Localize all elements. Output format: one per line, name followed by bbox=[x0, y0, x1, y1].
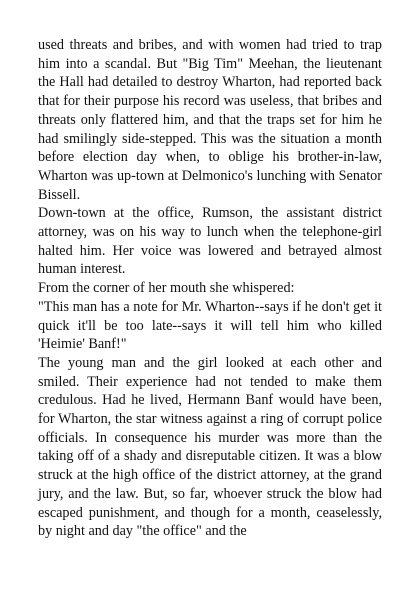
paragraph-2: Down-town at the office, Rumson, the assistant district attorney, was on his way to lunch when the telephone-girl halted him. Her voice was lowered and betrayed almost human interest. bbox=[38, 205, 382, 278]
paragraph-3: From the corner of her mouth she whispered: bbox=[38, 280, 295, 297]
document-page bbox=[38, 36, 382, 541]
paragraph-1: used threats and bribes, and with women had tried to trap him into a scandal. But "Big Tim" Meehan, the lieutenant the Hall had detailed to destroy Wharton, had reported back that for their purpose his record was useless, that bribes and threats only flattered him, and that the traps set for him he had smilingly side-stepped. This was the situation a month before election day when, to oblige his brother-in-law, Wharton was up-town at Delmonico's lunching with Senator Bissell. bbox=[38, 37, 382, 203]
paragraph-4: "This man has a note for Mr. Wharton--says if he don't get it quick it'll be too late--says it will tell him who killed 'Heimie' Banf!" bbox=[38, 298, 382, 353]
paragraph-5: The young man and the girl looked at each other and smiled. Their experience had not tended to make them credulous. Had he lived, Hermann Banf would have been, for Wharton, the star witness against a ring of corrupt police officials. In consequence his murder was more than the taking off of a shady and disreputable citizen. It was a blow struck at the high office of the district attorney, at the grand jury, and the law. But, so far, whoever struck the blow had escaped punishment, and though for a month, ceaselessly, by night and day "the office" and the bbox=[38, 354, 382, 540]
